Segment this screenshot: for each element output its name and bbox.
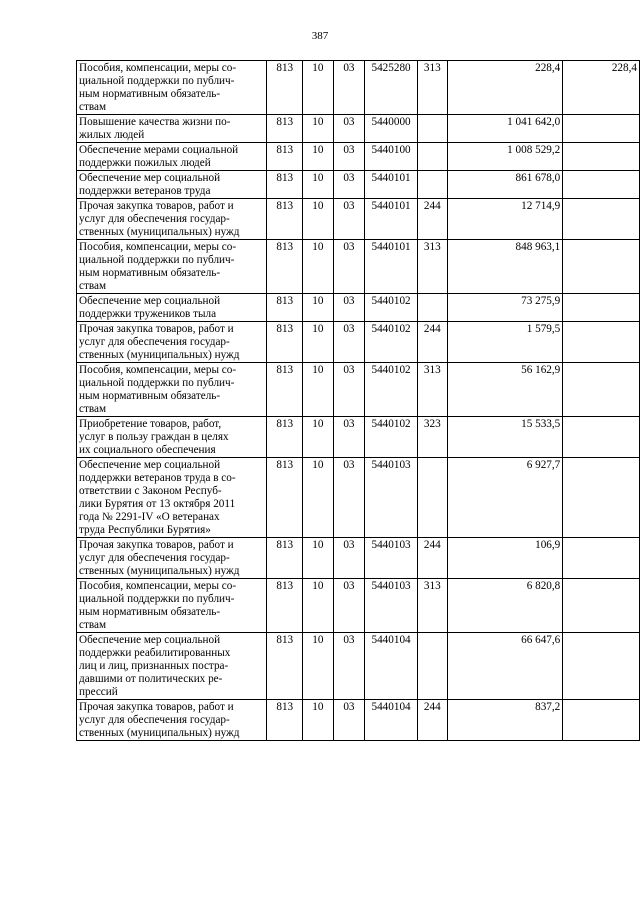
section-code-cell: 10 bbox=[303, 171, 334, 199]
row-name-cell: Прочая закупка товаров, работ и услуг для обеспечения государ- ственных (муниципальных) нужд bbox=[77, 322, 267, 363]
subsection-code-cell: 03 bbox=[333, 171, 365, 199]
amount-extra-cell bbox=[563, 143, 640, 171]
section-code-cell: 10 bbox=[303, 240, 334, 294]
table-row bbox=[77, 417, 640, 458]
ministry-code-cell: 813 bbox=[267, 417, 303, 458]
section-code-cell: 10 bbox=[303, 115, 334, 143]
table-row bbox=[77, 294, 640, 322]
target-code-cell: 5440000 bbox=[365, 115, 418, 143]
amount-cell: 228,4 bbox=[447, 61, 563, 115]
section-code-cell: 10 bbox=[303, 633, 334, 700]
expense-type-cell bbox=[417, 171, 447, 199]
target-code-cell: 5440104 bbox=[365, 700, 418, 741]
expense-type-cell: 323 bbox=[417, 417, 447, 458]
subsection-code-cell: 03 bbox=[333, 417, 365, 458]
section-code-cell: 10 bbox=[303, 322, 334, 363]
amount-extra-cell bbox=[563, 240, 640, 294]
amount-extra-cell bbox=[563, 115, 640, 143]
amount-extra-cell bbox=[563, 294, 640, 322]
section-code-cell: 10 bbox=[303, 61, 334, 115]
ministry-code-cell: 813 bbox=[267, 240, 303, 294]
subsection-code-cell: 03 bbox=[333, 199, 365, 240]
table-row bbox=[77, 61, 640, 115]
amount-cell: 6 820,8 bbox=[447, 579, 563, 633]
target-code-cell: 5440103 bbox=[365, 458, 418, 538]
ministry-code-cell: 813 bbox=[267, 294, 303, 322]
target-code-cell: 5440102 bbox=[365, 294, 418, 322]
table-row bbox=[77, 363, 640, 417]
section-code-cell: 10 bbox=[303, 538, 334, 579]
expense-type-cell: 313 bbox=[417, 61, 447, 115]
target-code-cell: 5440104 bbox=[365, 633, 418, 700]
expense-type-cell: 313 bbox=[417, 579, 447, 633]
table-row bbox=[77, 700, 640, 741]
target-code-cell: 5440102 bbox=[365, 363, 418, 417]
table-row bbox=[77, 579, 640, 633]
expense-type-cell: 244 bbox=[417, 199, 447, 240]
subsection-code-cell: 03 bbox=[333, 115, 365, 143]
row-name-cell: Пособия, компенсации, меры со- циальной поддержки по публич- ным нормативным обязатель- ствам bbox=[77, 363, 267, 417]
amount-cell: 1 579,5 bbox=[447, 322, 563, 363]
row-name-cell: Пособия, компенсации, меры со- циальной поддержки по публич- ным нормативным обязатель- ствам bbox=[77, 579, 267, 633]
target-code-cell: 5440103 bbox=[365, 538, 418, 579]
expense-type-cell bbox=[417, 458, 447, 538]
row-name-cell: Прочая закупка товаров, работ и услуг для обеспечения государ- ственных (муниципальных) нужд bbox=[77, 700, 267, 741]
amount-cell: 106,9 bbox=[447, 538, 563, 579]
table-row bbox=[77, 322, 640, 363]
amount-cell: 6 927,7 bbox=[447, 458, 563, 538]
expense-type-cell: 313 bbox=[417, 240, 447, 294]
amount-cell: 837,2 bbox=[447, 700, 563, 741]
section-code-cell: 10 bbox=[303, 579, 334, 633]
row-name-cell: Повышение качества жизни по- жилых людей bbox=[77, 115, 267, 143]
amount-extra-cell bbox=[563, 633, 640, 700]
target-code-cell: 5440103 bbox=[365, 579, 418, 633]
expense-type-cell: 244 bbox=[417, 700, 447, 741]
row-name-cell: Обеспечение мер социальной поддержки реабилитированных лиц и лиц, признанных постра- давшими от политических ре- прессий bbox=[77, 633, 267, 700]
table-row bbox=[77, 171, 640, 199]
subsection-code-cell: 03 bbox=[333, 322, 365, 363]
amount-extra-cell bbox=[563, 322, 640, 363]
target-code-cell: 5440102 bbox=[365, 417, 418, 458]
target-code-cell: 5440101 bbox=[365, 199, 418, 240]
table-row bbox=[77, 538, 640, 579]
table-row bbox=[77, 115, 640, 143]
expense-type-cell: 244 bbox=[417, 322, 447, 363]
ministry-code-cell: 813 bbox=[267, 115, 303, 143]
amount-cell: 15 533,5 bbox=[447, 417, 563, 458]
subsection-code-cell: 03 bbox=[333, 633, 365, 700]
target-code-cell: 5440101 bbox=[365, 171, 418, 199]
ministry-code-cell: 813 bbox=[267, 143, 303, 171]
amount-extra-cell bbox=[563, 538, 640, 579]
row-name-cell: Пособия, компенсации, меры со- циальной поддержки по публич- ным нормативным обязатель- ствам bbox=[77, 240, 267, 294]
subsection-code-cell: 03 bbox=[333, 363, 365, 417]
ministry-code-cell: 813 bbox=[267, 700, 303, 741]
expense-type-cell bbox=[417, 115, 447, 143]
amount-cell: 861 678,0 bbox=[447, 171, 563, 199]
row-name-cell: Обеспечение мер социальной поддержки ветеранов труда в со- ответствии с Законом Респуб- лики Бурятия от 13 октября 2011 года № 2291-IV «О ветеранах труда Республики Бурятия» bbox=[77, 458, 267, 538]
row-name-cell: Прочая закупка товаров, работ и услуг для обеспечения государ- ственных (муниципальных) нужд bbox=[77, 199, 267, 240]
table-row bbox=[77, 199, 640, 240]
amount-cell: 1 008 529,2 bbox=[447, 143, 563, 171]
row-name-cell: Приобретение товаров, работ, услуг в пользу граждан в целях их социального обеспечения bbox=[77, 417, 267, 458]
expense-type-cell bbox=[417, 294, 447, 322]
amount-cell: 12 714,9 bbox=[447, 199, 563, 240]
target-code-cell: 5440101 bbox=[365, 240, 418, 294]
expense-type-cell bbox=[417, 143, 447, 171]
amount-cell: 73 275,9 bbox=[447, 294, 563, 322]
amount-extra-cell bbox=[563, 700, 640, 741]
ministry-code-cell: 813 bbox=[267, 199, 303, 240]
section-code-cell: 10 bbox=[303, 363, 334, 417]
table-row bbox=[77, 458, 640, 538]
ministry-code-cell: 813 bbox=[267, 633, 303, 700]
page-number: 387 bbox=[311, 30, 329, 42]
amount-extra-cell: 228,4 bbox=[563, 61, 640, 115]
expense-type-cell: 313 bbox=[417, 363, 447, 417]
ministry-code-cell: 813 bbox=[267, 538, 303, 579]
row-name-cell: Обеспечение мерами социальной поддержки пожилых людей bbox=[77, 143, 267, 171]
subsection-code-cell: 03 bbox=[333, 538, 365, 579]
subsection-code-cell: 03 bbox=[333, 700, 365, 741]
amount-extra-cell bbox=[563, 579, 640, 633]
ministry-code-cell: 813 bbox=[267, 171, 303, 199]
section-code-cell: 10 bbox=[303, 700, 334, 741]
table-row bbox=[77, 143, 640, 171]
table-row bbox=[77, 633, 640, 700]
target-code-cell: 5440100 bbox=[365, 143, 418, 171]
amount-cell: 66 647,6 bbox=[447, 633, 563, 700]
subsection-code-cell: 03 bbox=[333, 579, 365, 633]
row-name-cell: Обеспечение мер социальной поддержки тружеников тыла bbox=[77, 294, 267, 322]
ministry-code-cell: 813 bbox=[267, 61, 303, 115]
ministry-code-cell: 813 bbox=[267, 579, 303, 633]
target-code-cell: 5440102 bbox=[365, 322, 418, 363]
row-name-cell: Пособия, компенсации, меры со- циальной поддержки по публич- ным нормативным обязатель- ствам bbox=[77, 61, 267, 115]
section-code-cell: 10 bbox=[303, 417, 334, 458]
amount-cell: 1 041 642,0 bbox=[447, 115, 563, 143]
amount-extra-cell bbox=[563, 417, 640, 458]
ministry-code-cell: 813 bbox=[267, 458, 303, 538]
subsection-code-cell: 03 bbox=[333, 61, 365, 115]
subsection-code-cell: 03 bbox=[333, 294, 365, 322]
row-name-cell: Обеспечение мер социальной поддержки ветеранов труда bbox=[77, 171, 267, 199]
ministry-code-cell: 813 bbox=[267, 322, 303, 363]
subsection-code-cell: 03 bbox=[333, 458, 365, 538]
table-row bbox=[77, 240, 640, 294]
amount-extra-cell bbox=[563, 199, 640, 240]
amount-extra-cell bbox=[563, 458, 640, 538]
subsection-code-cell: 03 bbox=[333, 240, 365, 294]
ministry-code-cell: 813 bbox=[267, 363, 303, 417]
amount-cell: 56 162,9 bbox=[447, 363, 563, 417]
section-code-cell: 10 bbox=[303, 294, 334, 322]
amount-extra-cell bbox=[563, 171, 640, 199]
section-code-cell: 10 bbox=[303, 199, 334, 240]
amount-extra-cell bbox=[563, 363, 640, 417]
expense-type-cell: 244 bbox=[417, 538, 447, 579]
row-name-cell: Прочая закупка товаров, работ и услуг для обеспечения государ- ственных (муниципальных) нужд bbox=[77, 538, 267, 579]
budget-table bbox=[76, 60, 640, 741]
expense-type-cell bbox=[417, 633, 447, 700]
section-code-cell: 10 bbox=[303, 458, 334, 538]
table-body bbox=[77, 61, 640, 741]
target-code-cell: 5425280 bbox=[365, 61, 418, 115]
amount-cell: 848 963,1 bbox=[447, 240, 563, 294]
subsection-code-cell: 03 bbox=[333, 143, 365, 171]
section-code-cell: 10 bbox=[303, 143, 334, 171]
